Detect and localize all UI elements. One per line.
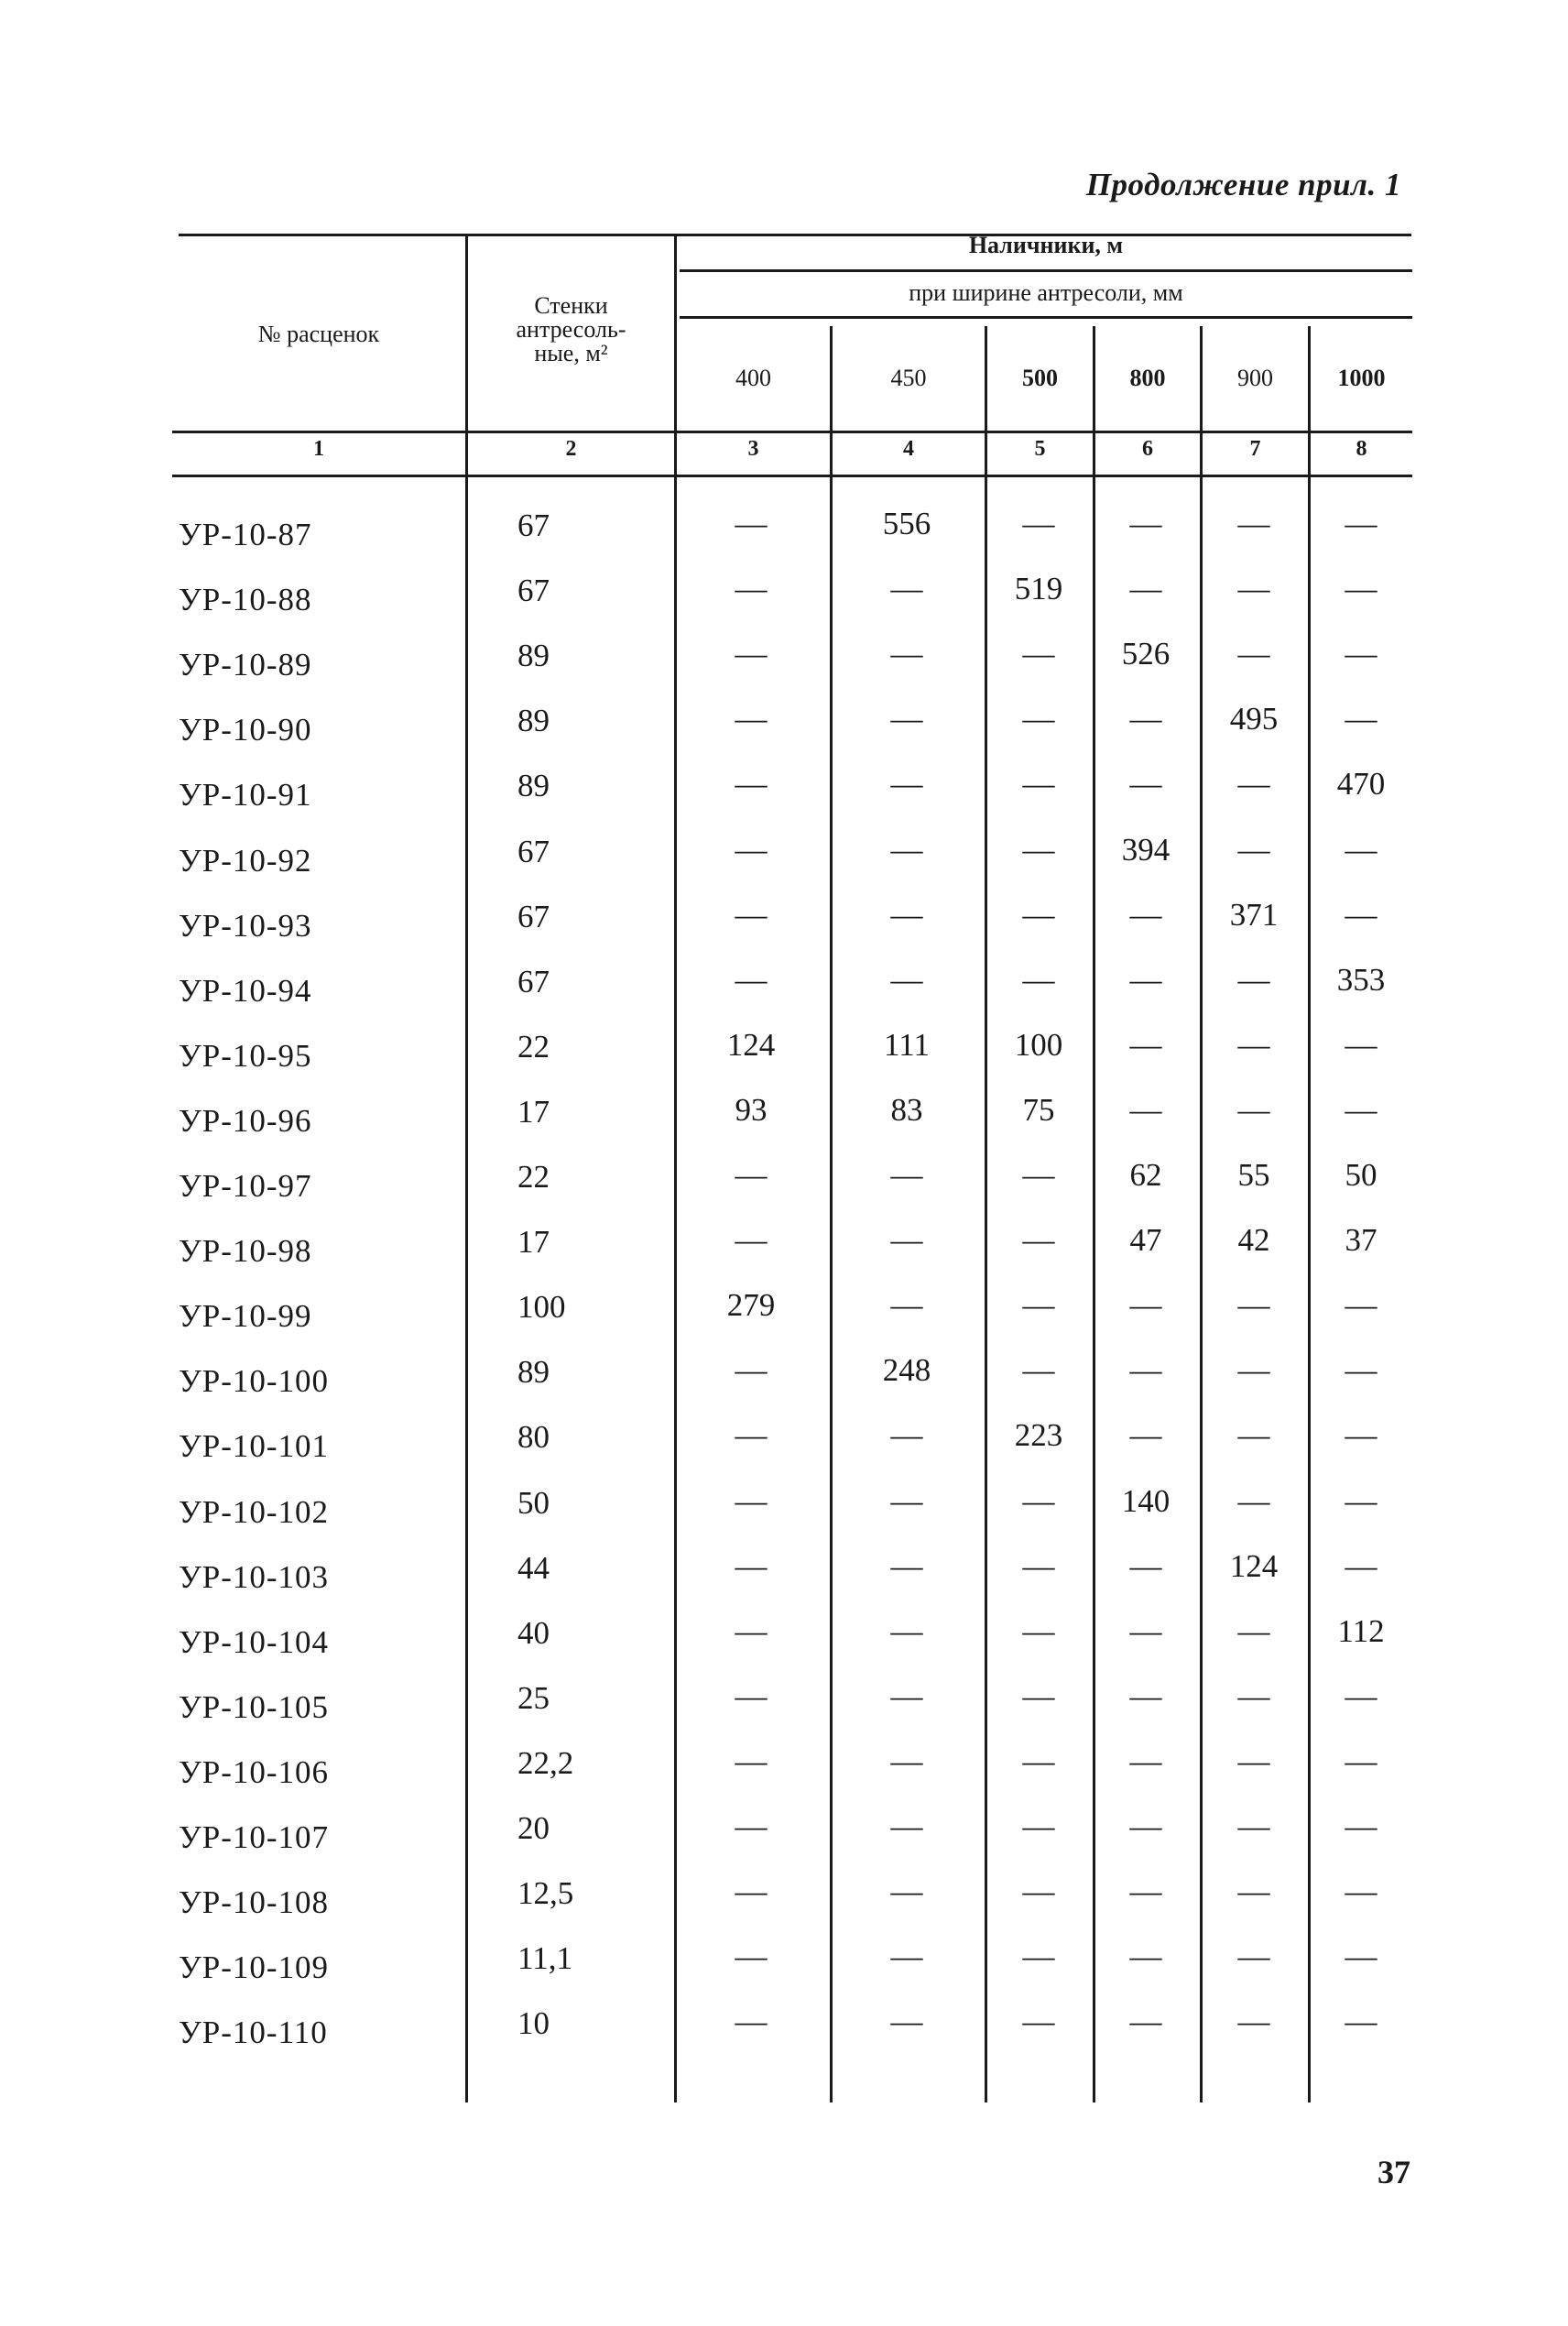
- table-cell-value: —: [1129, 1352, 1162, 1388]
- table-cell-value: —: [735, 897, 768, 933]
- table-cell-walls: 89: [517, 703, 550, 738]
- table-row-code: УР-10-101: [179, 1428, 330, 1464]
- width-header-800: 800: [1129, 365, 1166, 391]
- table-cell-value: 42: [1237, 1222, 1270, 1258]
- table-cell-value: 93: [735, 1092, 768, 1128]
- table-row-code: УР-10-97: [179, 1168, 312, 1204]
- table-cell-value: —: [1237, 1613, 1270, 1649]
- table-cell-value: 279: [726, 1287, 776, 1323]
- table-row-code: УР-10-94: [179, 973, 312, 1009]
- table-row-code: УР-10-103: [179, 1559, 330, 1595]
- table-cell-value: —: [1237, 2004, 1270, 2039]
- table-cell-value: —: [1129, 701, 1162, 737]
- table-cell-value: —: [1129, 1548, 1162, 1584]
- table-cell-value: —: [1129, 1613, 1162, 1649]
- table-cell-value: —: [735, 962, 768, 998]
- column-number: 6: [1142, 437, 1153, 461]
- table-cell-value: —: [735, 1938, 768, 1974]
- table-row-code: УР-10-91: [179, 777, 312, 813]
- table-cell-value: —: [735, 1222, 768, 1258]
- table-cell-value: 124: [726, 1027, 776, 1063]
- table-cell-value: —: [890, 2004, 923, 2039]
- table-cell-value: —: [1022, 1873, 1055, 1909]
- table-cell-value: —: [890, 832, 923, 868]
- table-cell-value: —: [1022, 1287, 1055, 1323]
- table-cell-value: —: [1237, 1743, 1270, 1779]
- subgroup-header: при ширине антресоли, мм: [909, 279, 1183, 306]
- table-cell-value: —: [890, 1417, 923, 1453]
- table-cell-value: 124: [1229, 1548, 1279, 1584]
- subgroup-rule: [680, 316, 1412, 319]
- table-row-code: УР-10-90: [179, 712, 312, 748]
- col-header-walls-1: Стенки: [534, 292, 608, 319]
- table-cell-value: —: [1345, 1352, 1377, 1388]
- table-cell-value: —: [1129, 571, 1162, 606]
- width-header-450: 450: [890, 365, 927, 391]
- table-row-code: УР-10-107: [179, 1819, 330, 1855]
- table-cell-value: —: [735, 1613, 768, 1649]
- column-number: 7: [1249, 437, 1261, 461]
- table-row-code: УР-10-95: [179, 1038, 312, 1074]
- table-cell-value: —: [1022, 1548, 1055, 1584]
- table-row-code: УР-10-108: [179, 1884, 330, 1920]
- table-cell-value: 37: [1345, 1222, 1377, 1258]
- table-cell-value: —: [1237, 1678, 1270, 1714]
- table-row-code: УР-10-98: [179, 1233, 312, 1269]
- table-cell-value: 50: [1345, 1157, 1377, 1193]
- table-cell-value: —: [735, 832, 768, 868]
- table-cell-value: —: [1345, 1548, 1377, 1584]
- table-cell-value: —: [1022, 897, 1055, 933]
- table-cell-value: —: [1237, 571, 1270, 606]
- table-cell-value: —: [1345, 701, 1377, 737]
- table-cell-value: —: [1022, 1678, 1055, 1714]
- table-cell-value: —: [890, 1873, 923, 1909]
- table-cell-value: —: [1129, 1027, 1162, 1063]
- table-cell-value: —: [1022, 766, 1055, 802]
- table-cell-value: —: [1022, 636, 1055, 672]
- width-header-1000: 1000: [1337, 365, 1386, 391]
- table-cell-value: —: [735, 1873, 768, 1909]
- table-cell-value: —: [1345, 1287, 1377, 1323]
- numbers-bottom-rule: [172, 475, 1412, 477]
- table-cell-value: 526: [1121, 636, 1171, 672]
- table-row-code: УР-10-106: [179, 1754, 330, 1790]
- table-cell-value: —: [735, 1157, 768, 1193]
- table-row-code: УР-10-105: [179, 1689, 330, 1725]
- table-cell-value: —: [890, 636, 923, 672]
- table-cell-value: —: [1129, 1678, 1162, 1714]
- table-cell-value: 371: [1229, 897, 1279, 933]
- table-cell-value: —: [1345, 1678, 1377, 1714]
- table-cell-value: —: [1345, 1938, 1377, 1974]
- table-cell-value: —: [1345, 636, 1377, 672]
- col-header-codes: № расценок: [257, 321, 380, 347]
- table-cell-walls: 67: [517, 964, 550, 999]
- page-number: 37: [1377, 2154, 1410, 2190]
- table-cell-value: —: [1022, 1938, 1055, 1974]
- table-cell-value: —: [890, 1157, 923, 1193]
- table-cell-value: —: [1345, 1417, 1377, 1453]
- table-cell-walls: 22,2: [517, 1745, 574, 1781]
- table-cell-value: —: [1129, 897, 1162, 933]
- table-cell-value: —: [1129, 1938, 1162, 1974]
- table-cell-walls: 100: [517, 1289, 566, 1325]
- table-cell-value: —: [1129, 1743, 1162, 1779]
- table-cell-value: —: [1237, 506, 1270, 541]
- column-number: 8: [1356, 437, 1367, 461]
- table-cell-value: —: [735, 1548, 768, 1584]
- table-row-code: УР-10-92: [179, 843, 312, 879]
- head-bottom-rule: [172, 431, 1412, 433]
- table-cell-value: —: [890, 897, 923, 933]
- table-cell-value: —: [890, 1548, 923, 1584]
- table-cell-value: —: [735, 1483, 768, 1519]
- table-cell-value: —: [1345, 1483, 1377, 1519]
- table-row-code: УР-10-99: [179, 1298, 312, 1334]
- table-cell-value: —: [1345, 2004, 1377, 2039]
- table-cell-walls: 25: [517, 1680, 550, 1716]
- table-cell-value: —: [1022, 2004, 1055, 2039]
- table-cell-value: —: [735, 506, 768, 541]
- table-cell-value: —: [1237, 1808, 1270, 1844]
- table-cell-walls: 17: [517, 1094, 550, 1130]
- table-cell-value: —: [1237, 1027, 1270, 1063]
- table-cell-value: —: [1237, 1483, 1270, 1519]
- table-cell-walls: 80: [517, 1419, 550, 1455]
- table-cell-walls: 44: [517, 1550, 550, 1586]
- table-cell-value: —: [1237, 1092, 1270, 1128]
- table-cell-value: —: [1237, 1352, 1270, 1388]
- table-cell-value: —: [1237, 1287, 1270, 1323]
- group-rule: [680, 269, 1412, 272]
- table-row-code: УР-10-87: [179, 517, 312, 552]
- table-cell-value: —: [1129, 1287, 1162, 1323]
- table-cell-value: —: [1022, 832, 1055, 868]
- table-cell-value: —: [1129, 2004, 1162, 2039]
- table-cell-value: —: [1129, 766, 1162, 802]
- table-cell-value: —: [1022, 1157, 1055, 1193]
- table-cell-value: —: [735, 1352, 768, 1388]
- table-cell-walls: 67: [517, 573, 550, 608]
- table-cell-value: —: [890, 1808, 923, 1844]
- table-row-code: УР-10-96: [179, 1103, 312, 1139]
- table-row-code: УР-10-104: [179, 1624, 330, 1660]
- table-cell-walls: 10: [517, 2005, 550, 2041]
- table-cell-value: —: [1022, 1222, 1055, 1258]
- table-cell-value: —: [890, 962, 923, 998]
- table-cell-walls: 20: [517, 1810, 550, 1846]
- table-cell-value: —: [1129, 962, 1162, 998]
- table-cell-walls: 22: [517, 1029, 550, 1065]
- vline-4: [985, 326, 987, 2102]
- table-cell-value: —: [890, 1938, 923, 1974]
- table-cell-value: 470: [1336, 766, 1386, 802]
- table-cell-value: —: [1129, 1873, 1162, 1909]
- table-cell-walls: 89: [517, 1354, 550, 1390]
- table-row-code: УР-10-93: [179, 908, 312, 944]
- column-number: 1: [313, 437, 324, 461]
- col-header-walls-3: ные, м²: [534, 340, 608, 366]
- table-cell-value: 394: [1121, 832, 1171, 868]
- table-cell-value: —: [1022, 1483, 1055, 1519]
- table-cell-walls: 12,5: [517, 1875, 574, 1911]
- table-cell-walls: 22: [517, 1159, 550, 1195]
- table-cell-value: 100: [1014, 1027, 1063, 1063]
- column-number: 3: [747, 437, 759, 461]
- table-cell-value: —: [1129, 1808, 1162, 1844]
- table-cell-value: —: [1345, 832, 1377, 868]
- width-header-900: 900: [1237, 365, 1273, 391]
- vline-3: [830, 326, 833, 2102]
- column-number: 4: [903, 437, 914, 461]
- table-cell-value: —: [1022, 1808, 1055, 1844]
- table-cell-walls: 50: [517, 1485, 550, 1521]
- column-number: 5: [1034, 437, 1046, 461]
- vline-2: [674, 234, 677, 2102]
- table-cell-value: —: [1345, 1092, 1377, 1128]
- table-cell-value: 140: [1121, 1483, 1171, 1519]
- table-cell-walls: 89: [517, 768, 550, 803]
- table-cell-value: —: [735, 766, 768, 802]
- table-cell-value: 62: [1129, 1157, 1162, 1193]
- table-cell-value: —: [735, 1808, 768, 1844]
- table-row-code: УР-10-102: [179, 1494, 330, 1530]
- table-cell-value: —: [735, 636, 768, 672]
- table-cell-value: —: [1129, 1417, 1162, 1453]
- table-cell-value: 83: [890, 1092, 923, 1128]
- table-cell-value: —: [1237, 766, 1270, 802]
- table-row-code: УР-10-89: [179, 647, 312, 683]
- table-cell-value: 223: [1014, 1417, 1063, 1453]
- table-cell-value: —: [890, 1222, 923, 1258]
- table-cell-value: 519: [1014, 571, 1063, 606]
- table-cell-value: —: [1237, 636, 1270, 672]
- table-row-code: УР-10-110: [179, 2015, 328, 2050]
- table-cell-value: —: [890, 1678, 923, 1714]
- table-cell-value: —: [1022, 701, 1055, 737]
- table-cell-value: —: [890, 1613, 923, 1649]
- width-header-400: 400: [735, 365, 771, 391]
- table-cell-walls: 67: [517, 508, 550, 543]
- table-cell-walls: 89: [517, 638, 550, 673]
- table-cell-walls: 67: [517, 834, 550, 869]
- table-cell-value: 112: [1337, 1613, 1385, 1649]
- table-cell-value: —: [735, 1678, 768, 1714]
- table-cell-value: —: [1237, 1938, 1270, 1974]
- table-cell-value: —: [1345, 1808, 1377, 1844]
- table-cell-value: —: [735, 701, 768, 737]
- table-cell-walls: 40: [517, 1615, 550, 1651]
- table-cell-value: —: [890, 571, 923, 606]
- table-cell-value: 55: [1237, 1157, 1270, 1193]
- table-cell-value: 353: [1336, 962, 1386, 998]
- width-header-500: 500: [1022, 365, 1058, 391]
- table-cell-value: —: [735, 571, 768, 606]
- table-cell-value: —: [1345, 571, 1377, 606]
- table-cell-value: —: [1345, 1873, 1377, 1909]
- table-cell-value: —: [1345, 506, 1377, 541]
- table-cell-walls: 67: [517, 899, 550, 934]
- table-cell-value: —: [1022, 1613, 1055, 1649]
- table-cell-value: —: [1345, 1743, 1377, 1779]
- table-cell-value: —: [1345, 897, 1377, 933]
- table-cell-value: —: [890, 1287, 923, 1323]
- table-cell-value: —: [1129, 1092, 1162, 1128]
- table-cell-value: 47: [1129, 1222, 1162, 1258]
- page-header: Продолжение прил. 1: [1085, 167, 1401, 202]
- table-cell-value: —: [1237, 1417, 1270, 1453]
- table-cell-value: —: [890, 701, 923, 737]
- col-header-walls-2: антресоль-: [516, 316, 626, 343]
- table-row-code: УР-10-109: [179, 1949, 330, 1985]
- group-header: Наличники, м: [968, 232, 1124, 258]
- table-cell-value: 248: [882, 1352, 931, 1388]
- table-cell-value: —: [1237, 962, 1270, 998]
- table-cell-value: —: [1022, 1352, 1055, 1388]
- table-cell-value: —: [890, 766, 923, 802]
- table-cell-value: —: [1237, 1873, 1270, 1909]
- column-number: 2: [565, 437, 577, 461]
- table-cell-value: —: [1022, 1743, 1055, 1779]
- table-cell-value: —: [1237, 832, 1270, 868]
- vline-1: [465, 234, 468, 2102]
- table-cell-value: —: [735, 1417, 768, 1453]
- table-cell-value: —: [735, 2004, 768, 2039]
- table-cell-value: 75: [1022, 1092, 1055, 1128]
- table-cell-value: —: [735, 1743, 768, 1779]
- table-cell-value: 495: [1229, 701, 1279, 737]
- table-cell-value: 111: [884, 1027, 930, 1063]
- table-row-code: УР-10-88: [179, 582, 312, 617]
- table-cell-walls: 17: [517, 1224, 550, 1260]
- table-cell-walls: 11,1: [517, 1940, 572, 1976]
- table-cell-value: —: [890, 1483, 923, 1519]
- table-cell-value: 556: [882, 506, 931, 541]
- table-cell-value: —: [1022, 506, 1055, 541]
- table-cell-value: —: [1129, 506, 1162, 541]
- table-row-code: УР-10-100: [179, 1363, 330, 1399]
- table-cell-value: —: [1345, 1027, 1377, 1063]
- vline-6: [1200, 326, 1203, 2102]
- table-cell-value: —: [890, 1743, 923, 1779]
- table-cell-value: —: [1022, 962, 1055, 998]
